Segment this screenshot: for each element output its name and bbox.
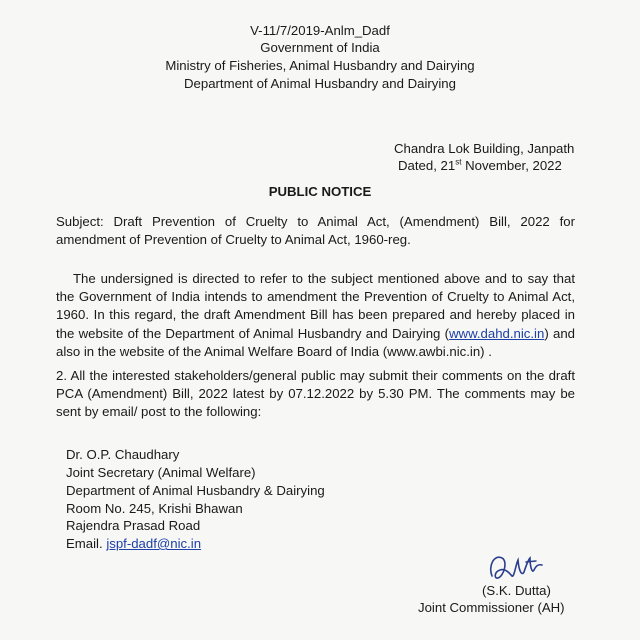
subject-block <box>56 213 575 249</box>
paragraph-2 <box>56 367 575 422</box>
para1-line-3: 1960. In this regard, the draft Amendment Bill has been prepared and hereby placed in <box>56 307 575 323</box>
contact-email-link[interactable]: jspf-dadf@nic.in <box>106 536 202 551</box>
contact-name: Dr. O.P. Chaudhary <box>66 447 180 462</box>
date-suffix: November, 2022 <box>461 158 562 173</box>
building-address: Chandra Lok Building, Janpath <box>394 141 575 156</box>
contact-road: Rajendra Prasad Road <box>66 518 201 533</box>
notice-date <box>398 157 562 175</box>
subject-line-2: amendment of Prevention of Cruelty to Animal Act, 1960-reg. <box>56 232 411 248</box>
department-line: Department of Animal Husbandry and Dairying <box>184 76 456 91</box>
email-label: Email. <box>66 536 107 551</box>
date-superscript: st <box>455 157 462 167</box>
subject-line-1: Subject: Draft Prevention of Cruelty to Animal Act, (Amendment) Bill, 2022 for <box>56 214 575 229</box>
para1-line-4-prefix: the website of the Department of Animal Husbandry and Dairying ( <box>56 325 450 341</box>
contact-department: Department of Animal Husbandry & Dairying <box>66 483 325 498</box>
para1-line-1: The undersigned is directed to refer to the subject mentioned above and to say that <box>73 271 575 286</box>
para2-line-1: 2. All the interested stakeholders/general public may submit their comments on the draft <box>56 368 575 383</box>
signatory-designation: Joint Commissioner (AH) <box>418 600 565 615</box>
ministry-line: Ministry of Fisheries, Animal Husbandry and Dairying <box>165 58 475 73</box>
date-prefix: Dated, 21 <box>398 158 456 173</box>
para1-line-2: the Government of India intends to amendment the Prevention of Cruelty to Animal Act, <box>56 289 575 305</box>
para1-line-4-suffix: ) and <box>544 325 575 341</box>
para2-line-3: sent by email/ post to the following: <box>56 404 262 420</box>
contact-designation: Joint Secretary (Animal Welfare) <box>66 465 256 480</box>
para2-line-2: PCA (Amendment) Bill, 2022 latest by 07.12.2022 by 5.30 PM. The comments may be <box>56 386 575 402</box>
para1-line-4 <box>56 325 575 343</box>
contact-email-row <box>66 535 201 553</box>
file-number: V-11/7/2019-Anlm_Dadf <box>250 23 390 38</box>
notice-title: PUBLIC NOTICE <box>268 184 372 199</box>
para1-line-5: also in the website of the Animal Welfare Board of India (www.awbi.nic.in) . <box>56 343 492 359</box>
dahd-website-link[interactable]: www.dahd.nic.in <box>449 325 545 341</box>
contact-room: Room No. 245, Krishi Bhawan <box>66 501 243 516</box>
government-line: Government of India <box>260 40 380 55</box>
signature-image <box>484 546 554 586</box>
signatory-name: (S.K. Dutta) <box>482 583 551 598</box>
paragraph-1 <box>56 270 575 361</box>
